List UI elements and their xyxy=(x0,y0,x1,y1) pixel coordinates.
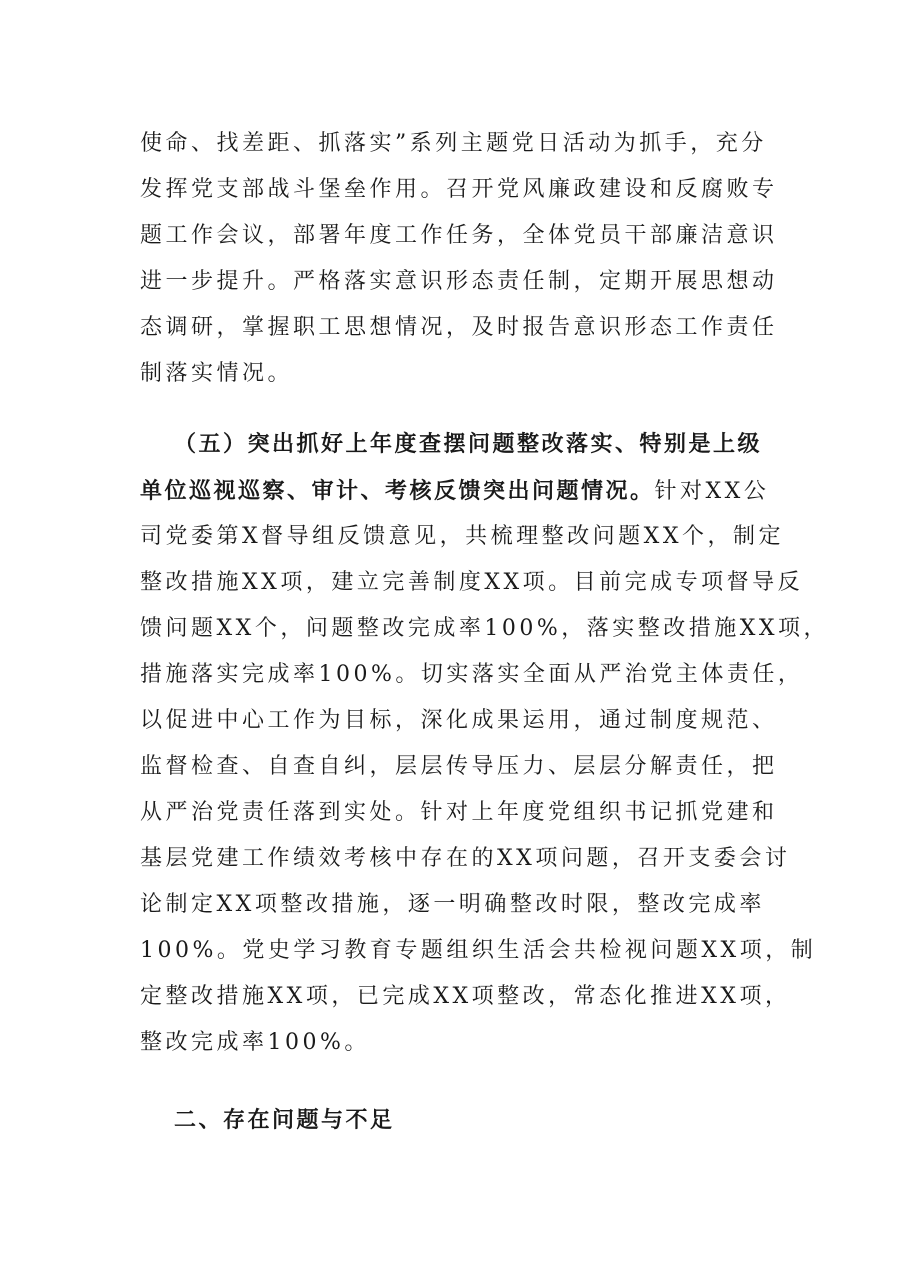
section2-heading: 二、存在问题与不足 xyxy=(174,1107,395,1133)
paragraph-line: 以促进中心工作为目标，深化成果运用，通过制度规范、 xyxy=(140,708,778,733)
paragraph-line: 整改措施XX项，建立完善制度XX项。目前完成专项督导反 xyxy=(140,570,804,595)
paragraph-line: 进一步提升。严格落实意识形态责任制，定期开展思想动 xyxy=(140,269,778,294)
paragraph-line: 监督检查、自查自纠，层层传导压力、层层分解责任，把 xyxy=(140,754,778,779)
section-heading-line: （五）突出抓好上年度查摆问题整改落实、特别是上级 xyxy=(174,431,763,457)
paragraph-line: 态调研，掌握职工思想情况，及时报告意识形态工作责任 xyxy=(140,315,778,340)
paragraph-line: 整改完成率100%。 xyxy=(140,1030,370,1055)
paragraph-line: 使命、找差距、抓落实”系列主题党日活动为抓手，充分 xyxy=(140,131,767,156)
paragraph-line: 司党委第X督导组反馈意见，共梳理整改问题XX个，制定 xyxy=(140,524,784,549)
section-heading-line xyxy=(140,477,769,506)
section-heading-rest: 针对XX公 xyxy=(654,479,770,504)
paragraph-line: 发挥党支部战斗堡垒作用。召开党风廉政建设和反腐败专 xyxy=(140,177,778,202)
paragraph-line: 定整改措施XX项，已完成XX项整改，常态化推进XX项， xyxy=(140,984,791,1009)
paragraph-line: 基层党建工作绩效考核中存在的XX项问题，召开支委会讨 xyxy=(140,846,791,871)
paragraph-line: 论制定XX项整改措施，逐一明确整改时限，整改完成率 xyxy=(140,892,765,917)
paragraph-line: 100%。党史学习教育专题组织生活会共检视问题XX项，制 xyxy=(140,938,817,963)
paragraph-line: 从严治党责任落到实处。针对上年度党组织书记抓党建和 xyxy=(140,800,778,825)
section-heading-bold: 单位巡视巡察、审计、考核反馈突出问题情况。 xyxy=(140,478,655,504)
paragraph-line: 制落实情况。 xyxy=(140,361,294,386)
paragraph-line: 馈问题XX个，问题整改完成率100%，落实整改措施XX项， xyxy=(140,616,830,641)
paragraph-line: 措施落实完成率100%。切实落实全面从严治党主体责任， xyxy=(140,662,804,687)
paragraph-line: 题工作会议，部署年度工作任务，全体党员干部廉洁意识 xyxy=(140,223,778,248)
